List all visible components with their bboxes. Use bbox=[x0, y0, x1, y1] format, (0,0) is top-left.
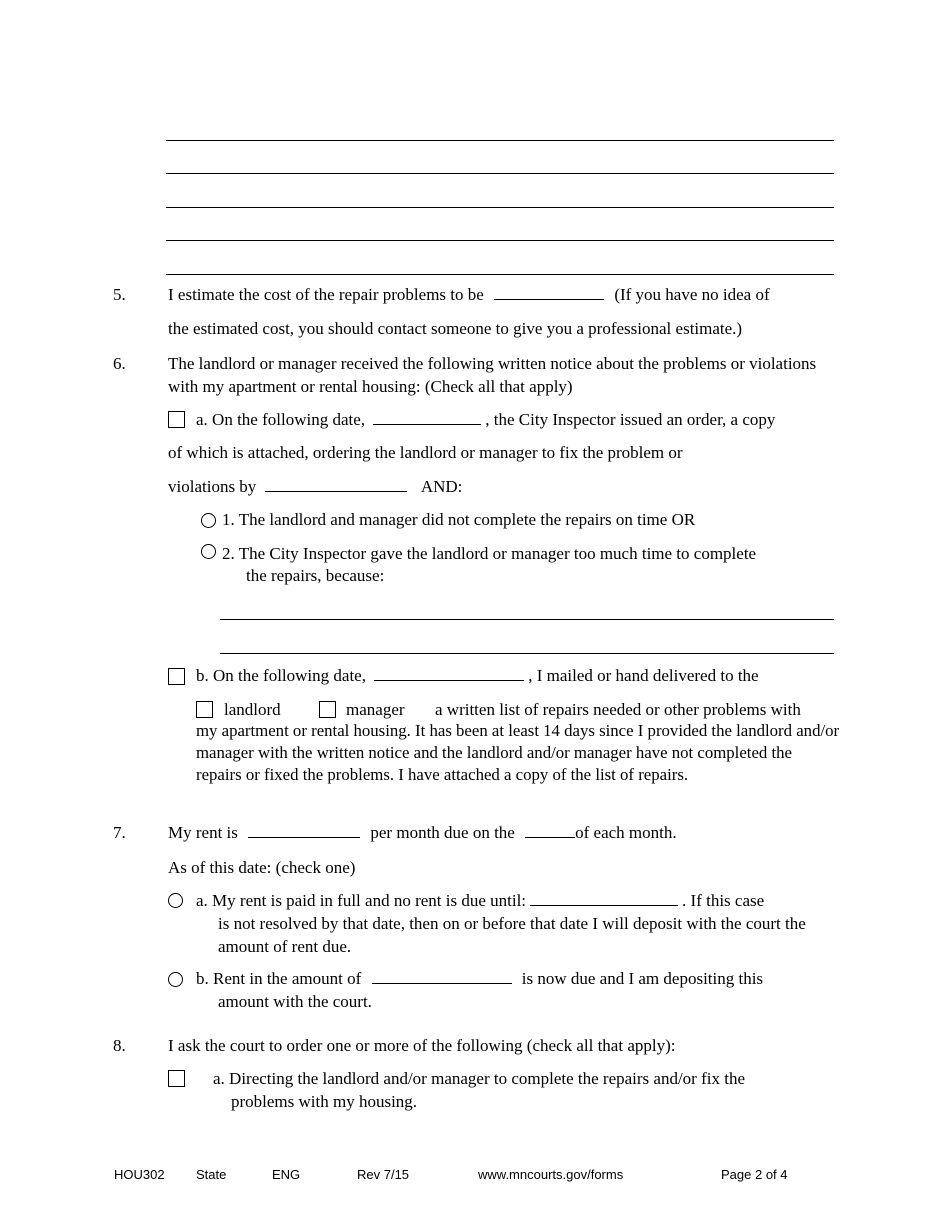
footer-language: ENG bbox=[272, 1167, 301, 1182]
rent-paid-until-field[interactable] bbox=[530, 891, 678, 906]
item-7a-after: . If this case bbox=[682, 891, 765, 910]
manager-checkbox[interactable] bbox=[319, 701, 336, 718]
item-6a-line-2: of which is attached, ordering the landlord or manager to fix the problem or bbox=[168, 443, 683, 462]
because-line-1[interactable] bbox=[220, 619, 834, 620]
item-8a-label: a. Directing the landlord and/or manager to complete the repairs and/or fix the problems with my housing. bbox=[213, 1069, 745, 1111]
item-5-number: 5. bbox=[113, 285, 126, 304]
item-6-number: 6. bbox=[113, 354, 126, 373]
rent-due-amount-field[interactable] bbox=[372, 969, 512, 984]
because-line-2[interactable] bbox=[220, 653, 834, 654]
inspector-order-date-field[interactable] bbox=[373, 410, 481, 425]
item-5-line-1 bbox=[168, 285, 770, 305]
item-6a-and: AND: bbox=[420, 477, 463, 496]
item-6a-violations-by: violations by bbox=[168, 477, 257, 496]
item-6a-line-1 bbox=[196, 410, 775, 430]
item-6a-sub2-line1: 2. The City Inspector gave the landlord or manager too much time to complete bbox=[222, 544, 757, 563]
rent-label: My rent is bbox=[168, 823, 238, 842]
violations-by-date-field[interactable] bbox=[265, 477, 407, 492]
answer-line-2[interactable] bbox=[166, 173, 834, 174]
item-7b-after: is now due and I am depositing this bbox=[521, 969, 764, 988]
item-5-line-2: the estimated cost, you should contact someone to give you a professional estimate.) bbox=[168, 319, 743, 338]
item-7b-line-1 bbox=[196, 969, 763, 989]
item-7b-before: b. Rent in the amount of bbox=[196, 969, 362, 988]
answer-line-5[interactable] bbox=[166, 274, 834, 275]
item-6a-sub2-line2: the repairs, because: bbox=[246, 566, 385, 585]
item-5-text-after: (If you have no idea of bbox=[614, 285, 770, 304]
footer-revision: Rev 7/15 bbox=[357, 1167, 410, 1182]
due-day-field[interactable] bbox=[525, 823, 575, 838]
item-6a-sub2-radio[interactable] bbox=[201, 544, 216, 559]
item-8-text: I ask the court to order one or more of the following (check all that apply): bbox=[168, 1036, 676, 1055]
item-7-number: 7. bbox=[113, 823, 126, 842]
item-6a-suffix: , the City Inspector issued an order, a copy bbox=[485, 410, 776, 429]
item-6a-line-3 bbox=[168, 477, 462, 497]
rent-amount-field[interactable] bbox=[248, 823, 360, 838]
of-month-label: of each month. bbox=[575, 823, 677, 842]
item-7a-radio[interactable] bbox=[168, 893, 183, 908]
manager-label: manager bbox=[346, 700, 405, 719]
item-6b-line-1 bbox=[196, 666, 759, 686]
mailed-date-field[interactable] bbox=[374, 666, 524, 681]
item-7b-line-2: amount with the court. bbox=[218, 992, 372, 1011]
item-6b-prefix: b. On the following date, bbox=[196, 666, 366, 685]
item-6-text: The landlord or manager received the following written notice about the problems or violations with my apartment or rental housing: (Check all that apply) bbox=[168, 354, 817, 396]
landlord-label: landlord bbox=[224, 700, 281, 719]
item-7a-line-1 bbox=[196, 891, 764, 911]
item-7-line-1 bbox=[168, 823, 677, 843]
repair-cost-field[interactable] bbox=[494, 285, 604, 300]
answer-line-1[interactable] bbox=[166, 140, 834, 141]
footer-form-code: HOU302 bbox=[114, 1167, 165, 1182]
item-8a-text bbox=[177, 1067, 795, 1113]
item-8-number: 8. bbox=[113, 1036, 126, 1055]
item-6a-sub1-text: 1. The landlord and manager did not complete the repairs on time OR bbox=[222, 510, 696, 529]
landlord-checkbox[interactable] bbox=[196, 701, 213, 718]
item-6a-checkbox[interactable] bbox=[168, 411, 185, 428]
footer-page-number: Page 2 of 4 bbox=[721, 1167, 788, 1182]
item-6b-body: my apartment or rental housing. It has been at least 14 days since I provided the landlord and/or manager with the written notice and the landlord and/or manager have not completed the repairs or fixed the problems. I have attached a copy of the list of repairs. bbox=[196, 721, 840, 784]
footer-jurisdiction: State bbox=[196, 1167, 227, 1182]
item-7b-radio[interactable] bbox=[168, 972, 183, 987]
item-6a-sub1-radio[interactable] bbox=[201, 513, 216, 528]
answer-line-4[interactable] bbox=[166, 240, 834, 241]
per-month-label: per month due on the bbox=[370, 823, 515, 842]
item-7a-rest: is not resolved by that date, then on or before that date I will deposit with the court the amount of rent due. bbox=[218, 914, 806, 956]
item-6b-line-2-rest: a written list of repairs needed or other problems with bbox=[435, 700, 801, 719]
footer-website-link[interactable]: www.mncourts.gov/forms bbox=[478, 1167, 624, 1182]
answer-line-3[interactable] bbox=[166, 207, 834, 208]
item-6a-prefix: a. On the following date, bbox=[196, 410, 366, 429]
item-7a-text: a. My rent is paid in full and no rent is due until: bbox=[196, 891, 527, 910]
item-6b-suffix: , I mailed or hand delivered to the bbox=[528, 666, 759, 685]
item-6b-checkbox[interactable] bbox=[168, 668, 185, 685]
as-of-label: As of this date: (check one) bbox=[168, 858, 356, 877]
item-5-text-before: I estimate the cost of the repair problems to be bbox=[168, 285, 484, 304]
